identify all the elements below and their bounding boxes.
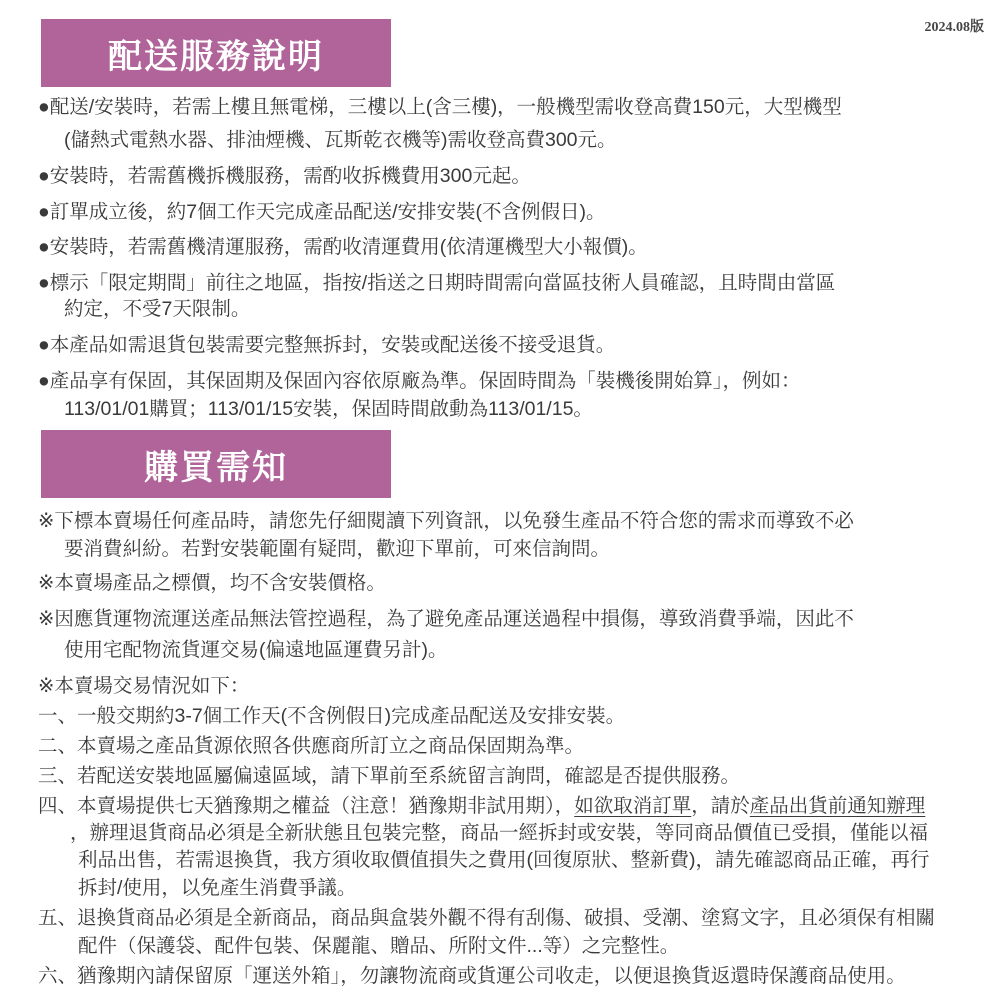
text-line — [38, 794, 925, 818]
text-line: (儲熱式電熱水器、排油煙機、瓦斯乾衣機等)需收登高費300元。 — [64, 129, 617, 151]
text-line: ，辦理退貨商品必須是全新狀態且包裝完整，商品一經拆封或安裝，等同商品價值已受損，僅能以福 — [70, 822, 929, 844]
section-header-purchase: 購買需知 — [41, 430, 391, 498]
text-line: 113/01/01購買；113/01/15安裝，保固時間啟動為113/01/15。 — [64, 398, 593, 420]
text-line: 利品出售，若需退換貨，我方須收取價值損失之費用(回復原狀、整新費)，請先確認商品正確，再行 — [78, 849, 930, 871]
text-line: ●標示「限定期間」前往之地區，指按/指送之日期時間需向當區技術人員確認，且時間由當區 — [38, 272, 836, 294]
underlined-notify-before-shipping: 產品出貨前通知辦理 — [749, 795, 926, 817]
text-line: 要消費糾紛。若對安裝範圍有疑問，歡迎下單前，可來信詢問。 — [64, 538, 611, 560]
text-line: ●本產品如需退貨包裝需要完整無拆封，安裝或配送後不接受退貨。 — [38, 334, 616, 356]
text-line: ※因應貨運物流運送產品無法管控過程，為了避免產品運送過程中損傷，導致消費爭端，因此不 — [38, 608, 854, 630]
section-header-delivery: 配送服務說明 — [41, 19, 391, 87]
text-line: 六、猶豫期內請保留原「運送外箱」，勿讓物流商或貨運公司收走，以便退換貨返還時保護商品使用。 — [38, 965, 906, 987]
text-line: 拆封/使用，以免產生消費爭議。 — [78, 877, 357, 899]
text-line: 一、一般交期約3-7個工作天(不含例假日)完成產品配送及安排安裝。 — [38, 705, 626, 727]
text-line: ※本賣場產品之標價，均不含安裝價格。 — [38, 572, 386, 594]
text-line: 約定，不受7天限制。 — [64, 298, 251, 320]
text-line: ※下標本賣場任何產品時，請您先仔細閱讀下列資訊，以免發生產品不符合您的需求而導致不必 — [38, 510, 854, 532]
text-segment: ，請於 — [691, 795, 750, 817]
text-line: ●安裝時，若需舊機清運服務，需酌收清運費用(依清運機型大小報價)。 — [38, 236, 648, 258]
text-segment: 四、本賣場提供七天猶豫期之權益（注意！猶豫期非試用期）， — [38, 795, 575, 817]
text-line: ●產品享有保固，其保固期及保固內容依原廠為準。保固時間為「裝機後開始算」，例如： — [38, 370, 801, 392]
text-line: 三、若配送安裝地區屬偏遠區域，請下單前至系統留言詢問，確認是否提供服務。 — [38, 765, 741, 787]
text-line: ●訂單成立後，約7個工作天完成產品配送/安排安裝(不含例假日)。 — [38, 201, 606, 223]
text-line: 使用宅配物流貨運交易(偏遠地區運費另計)。 — [64, 639, 448, 661]
text-line: ●安裝時，若需舊機拆機服務，需酌收拆機費用300元起。 — [38, 165, 531, 187]
version-label: 2024.08版 — [924, 20, 984, 35]
text-line: ※本賣場交易情況如下： — [38, 675, 250, 697]
text-line: 二、本賣場之產品貨源依照各供應商所訂立之商品保固期為準。 — [38, 735, 585, 757]
text-line: 五、退換貨商品必須是全新商品，商品與盒裝外觀不得有刮傷、破損、受潮、塗寫文字，且必須保有相關 — [38, 907, 936, 929]
text-line: 配件（保護袋、配件包裝、保麗龍、贈品、所附文件...等）之完整性。 — [78, 935, 680, 957]
underlined-cancel-order: 如欲取消訂單 — [574, 795, 692, 817]
text-line: ●配送/安裝時，若需上樓且無電梯，三樓以上(含三樓)，一般機型需收登高費150元，大型機型 — [38, 96, 842, 118]
